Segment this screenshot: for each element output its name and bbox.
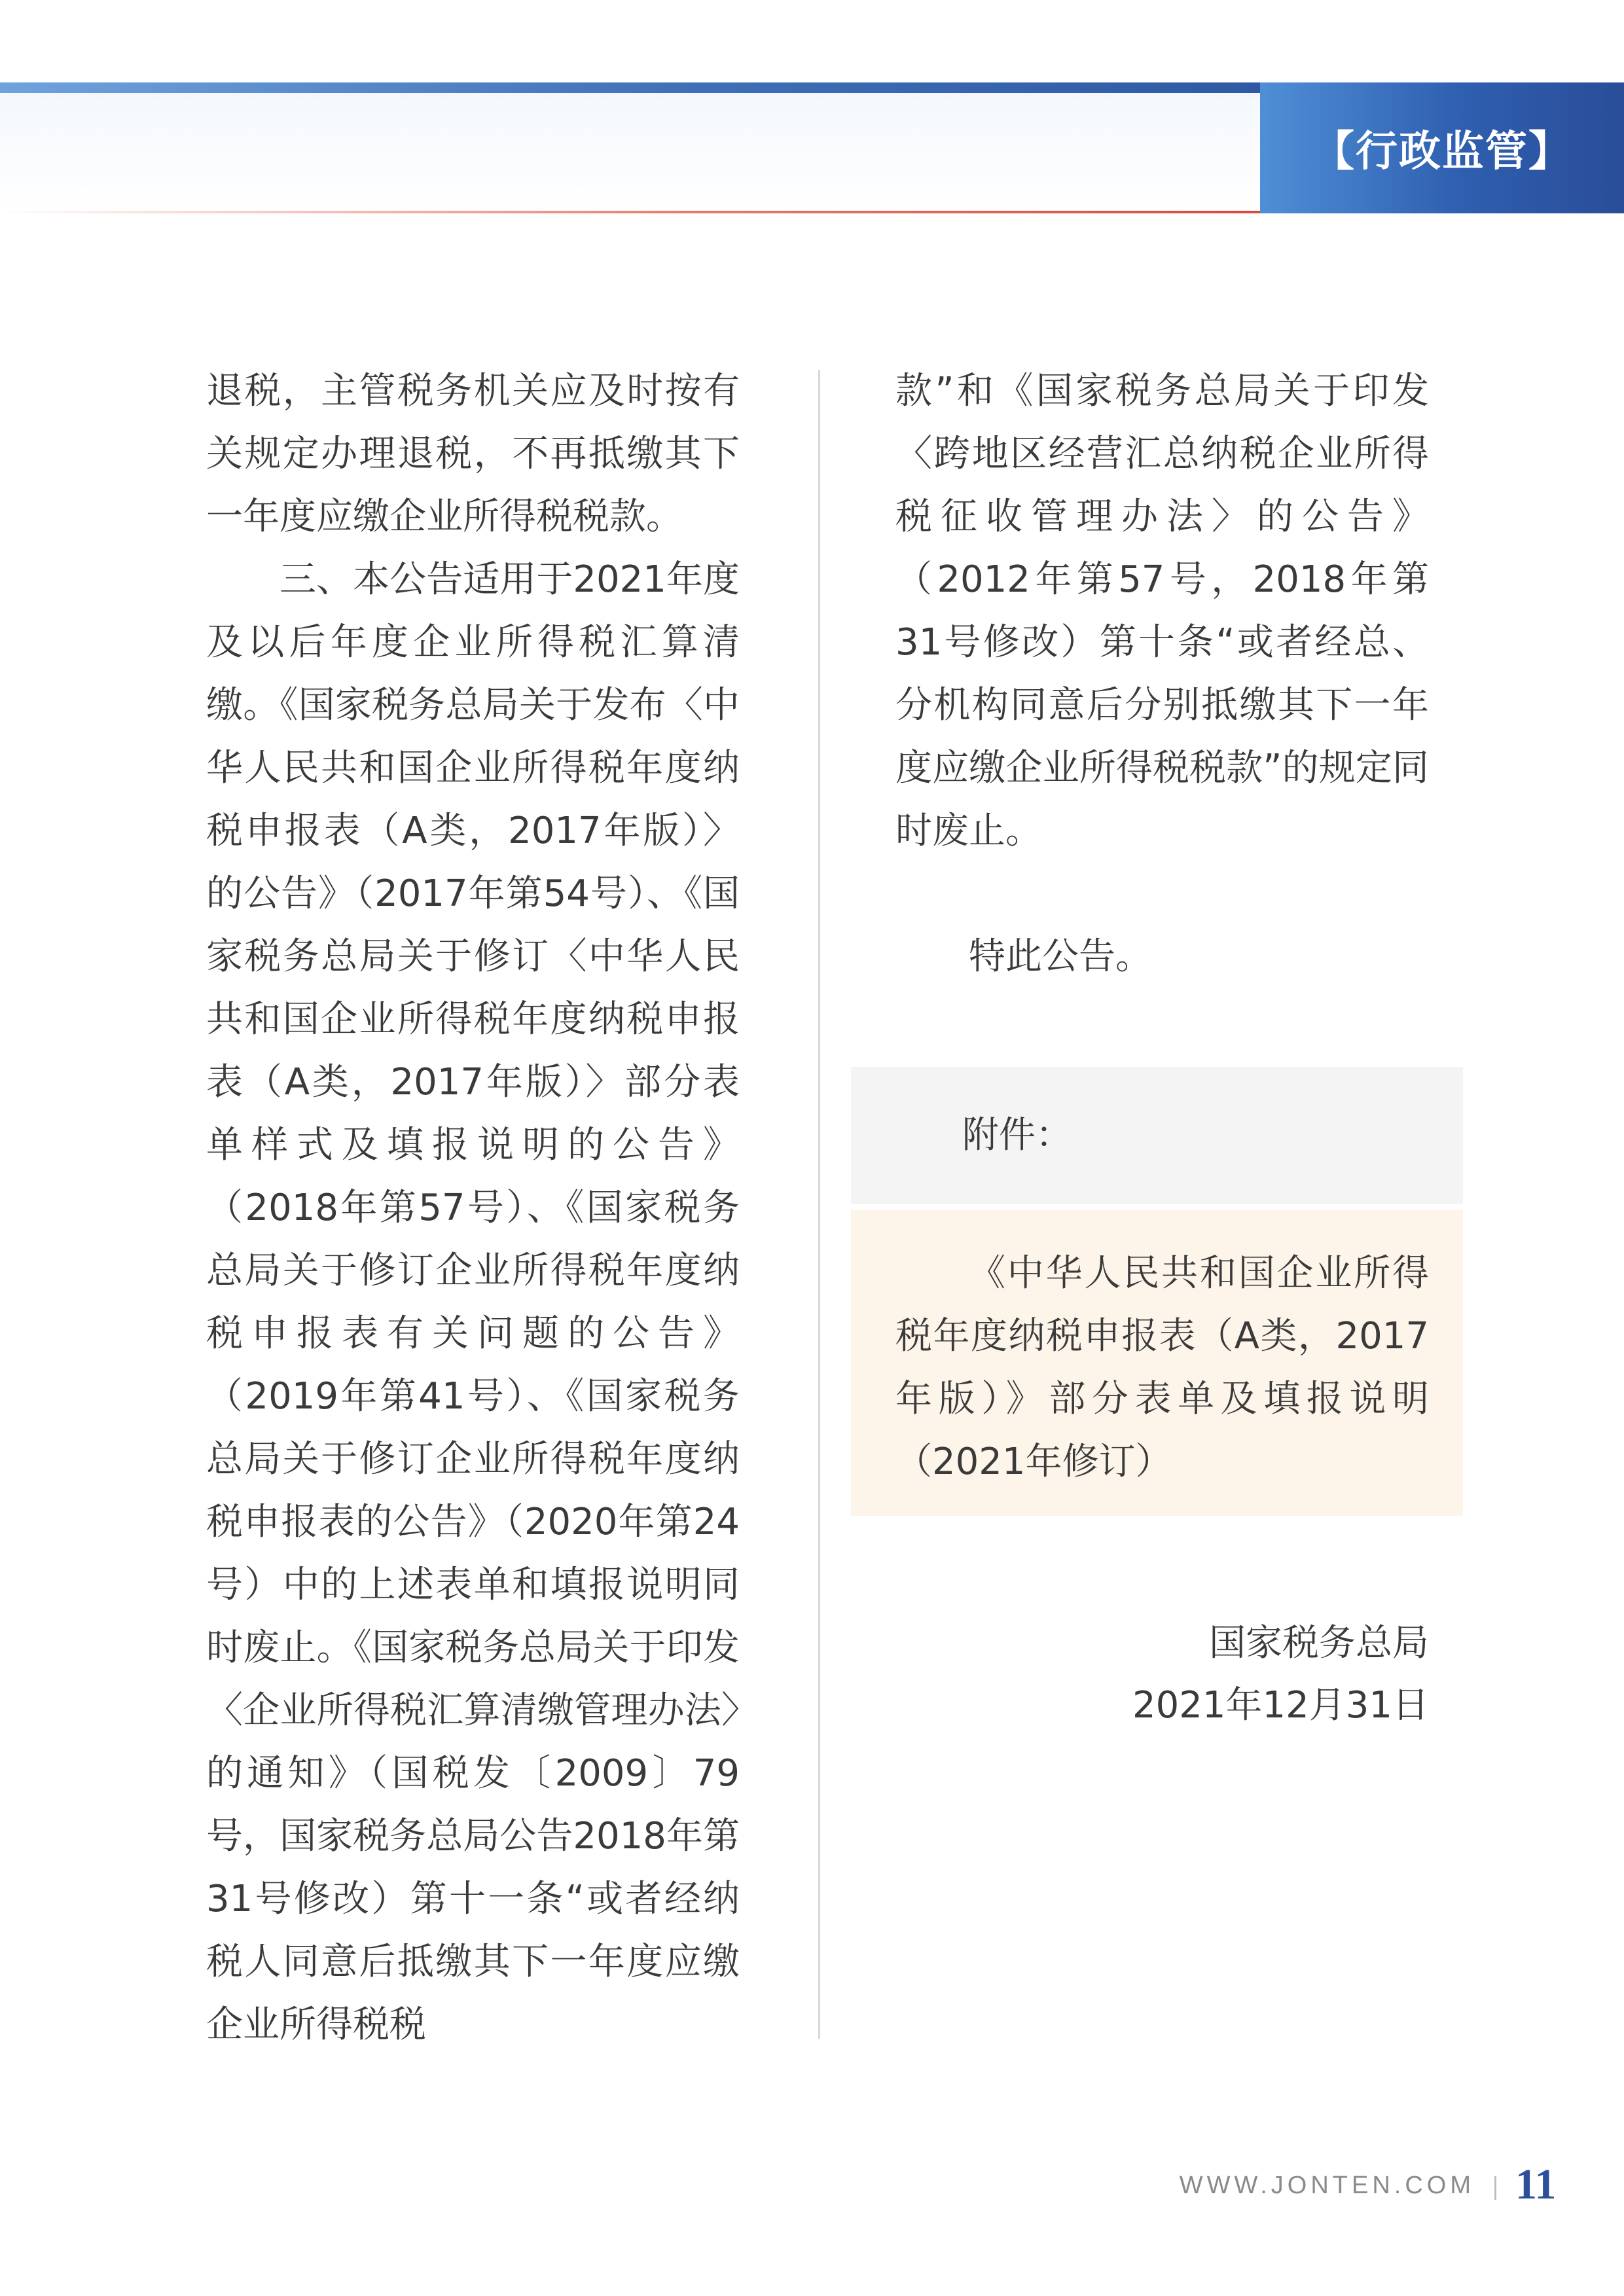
column-divider <box>818 370 820 2039</box>
right-column <box>895 360 1429 988</box>
page-number: 11 <box>1515 2161 1557 2208</box>
left-paragraph-2: 三、本公告适用于2021年度及以后年度企业所得税汇算清缴。《国家税务总局关于发布〈中华人民共和国企业所得税年度纳税申报表（A类，2017年版）〉的公告》（2017年第54号）、《国家税务总局关于修订〈中华人民共和国企业所得税年度纳税申报表（A类，2017年版）〉部分表单样式及填报说明的公告》（2018年第57号）、《国家税务总局关于修订企业所得税年度纳税申报表有关问题的公告》（2019年第41号）、《国家税务总局关于修订企业所得税年度纳税申报表的公告》（2020年第24号）中的上述表单和填报说明同时废止。《国家税务总局关于印发〈企业所得税汇算清缴管理办法〉的通知》（国税发〔2009〕79号，国家税务总局公告2018年第31号修改）第十一条“或者经纳税人同意后抵缴其下一年度应缴企业所得税税 <box>206 558 740 2046</box>
header-top-line <box>0 82 1260 93</box>
left-paragraph-1: 退税，主管税务机关应及时按有关规定办理退税，不再抵缴其下一年度应缴企业所得税税款。 <box>206 370 740 538</box>
section-tag-label: 【行政监管】 <box>1312 127 1572 176</box>
header-underline <box>0 211 1260 213</box>
signature-issuer: 国家税务总局 <box>1209 1622 1429 1664</box>
header-band <box>0 82 1260 213</box>
footer-separator <box>1494 2176 1496 2200</box>
attachment-title: 附件： <box>962 1114 1072 1157</box>
signature-date: 2021年12月31日 <box>1132 1684 1429 1727</box>
attachment-body-box <box>851 1210 1463 1516</box>
footer-url: WWW.JONTEN.COM <box>1179 2172 1475 2199</box>
right-paragraph-continuation: 款”和《国家税务总局关于印发〈跨地区经营汇总纳税企业所得税征收管理办法〉的公告》（2012年第57号，2018年第31号修改）第十条“或者经总、分机构同意后分别抵缴其下一年度应缴企业所得税税款”的规定同时废止。 <box>895 370 1429 852</box>
attachment-title-box <box>851 1067 1463 1204</box>
left-column <box>206 360 740 2056</box>
attachment-body: 《中华人民共和国企业所得税年度纳税申报表（A类，2017年版）》部分表单及填报说明（2021年修订） <box>895 1252 1429 1483</box>
closing-statement: 特此公告。 <box>969 935 1152 978</box>
section-tag <box>1260 82 1624 213</box>
